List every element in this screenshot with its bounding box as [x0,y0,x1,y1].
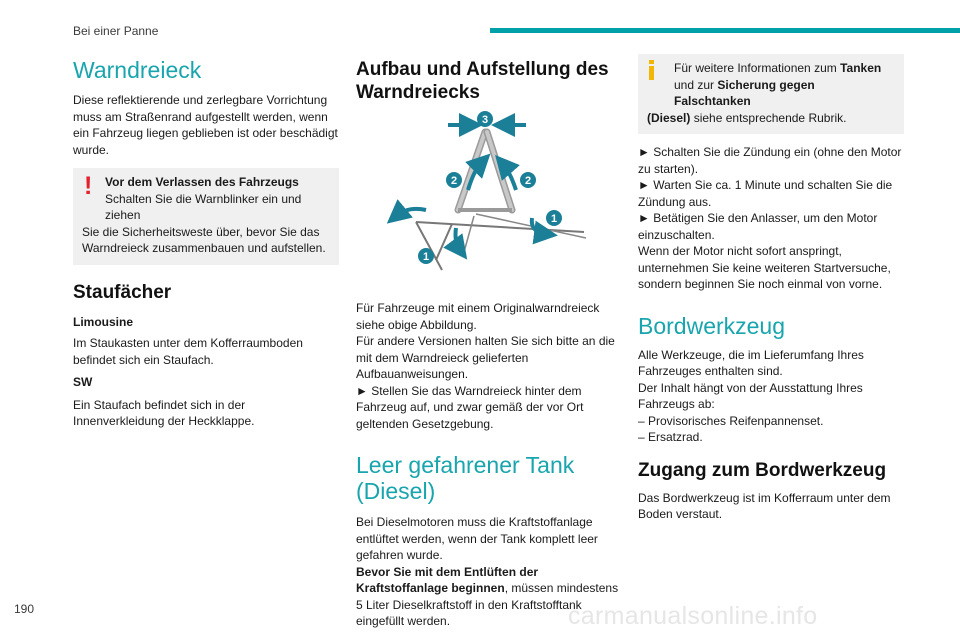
paragraph-sw: Ein Staufach befindet sich in der Innenverkleidung der Heckklappe. [73,397,255,428]
info-box [638,54,904,134]
heading-zugang: Zugang zum Bordwerkzeug [638,459,887,481]
warning-icon: ! [84,172,93,200]
callout-2-right [520,172,536,188]
heading-aufbau: Aufbau und Aufstellung des Warndreiecks [356,59,609,103]
list-item-ersatzrad: – Ersatzrad. [638,430,703,444]
subheading-limousine: Limousine [73,314,134,329]
heading-leer-gefahrener-tank: Leer gefahrener Tank (Diesel) [356,452,575,504]
heading-bordwerkzeug: Bordwerkzeug [638,312,786,339]
watermark: carmanualsonline.info [568,602,818,630]
info-text-line1 [674,60,894,110]
paragraph-leer-2-rest: , müssen mindestens 5 Liter Dieselkraftstoff in den Kraftstofftank eingefüllt werden. [356,581,619,628]
step-warten: ► Warten Sie ca. 1 Minute und schalten Sie die Zündung aus. [638,178,893,209]
info-text-3: siehe entsprechende Rubrik. [690,110,847,125]
callout-2-right-label: 2 [524,175,532,187]
warning-triangle-illustration [356,110,622,290]
warning-text: Sie die Sicherheitsweste über, bevor Sie das Warndreieck zusammenbauen und aufstellen. [82,224,326,255]
callout-1-right [546,210,562,226]
info-text-line3 [647,110,894,127]
warning-title: Vor dem Verlassen des Fahrzeugs [105,175,299,189]
callout-1-left [418,248,434,264]
page-number: 190 [14,602,35,616]
paragraph-aufbau-2: Für andere Versionen halten Sie sich bitte an die mit dem Warndreieck gelieferten Aufbauanweisungen. [356,334,615,381]
heading-warndreieck: Warndreieck [73,57,202,83]
info-text-sicherung: Sicherung gegen Falschtanken [674,77,815,108]
paragraph-bordwerkzeug-1: Alle Werkzeuge, die im Lieferumfang Ihres Fahrzeuges enthalten sind. [638,347,864,378]
info-text-1: Für weitere Informationen zum [674,61,841,75]
paragraph-limousine: Im Staukasten unter dem Kofferraumboden befindet sich ein Staufach. [73,336,303,367]
warning-box [73,168,339,265]
callout-2-left-label: 2 [450,175,458,187]
header-accent-bar [490,28,960,33]
list-item-reifenpannenset: – Provisorisches Reifenpannenset. [638,413,824,428]
callout-3-label: 3 [481,114,489,126]
column-left [73,50,339,430]
paragraph-bordwerkzeug-2: Der Inhalt hängt von der Ausstattung Ihres Fahrzeugs ab: [638,380,863,411]
info-text-tanken: Tanken [840,61,882,75]
subheading-sw: SW [73,375,93,389]
paragraph-leer-2-bold: Bevor Sie mit dem Entlüften der Kraftstoffanlage beginnen [356,564,539,595]
step-zuendung-ein: ► Schalten Sie die Zündung ein (ohne den Motor zu starten). [638,145,902,176]
column-right [638,50,904,523]
paragraph-aufbau-3: ► Stellen Sie das Warndreieck hinter dem Fahrzeug auf, und zwar gemäß der vor Ort geltenden Gesetzgebung. [356,383,584,431]
warning-triangle-figure [356,110,622,290]
paragraph-zugang: Das Bordwerkzeug ist im Kofferraum unter dem Boden verstaut. [638,490,891,521]
callout-3 [477,111,493,127]
paragraph-warndreieck-intro: Diese reflektierende und zerlegbare Vorrichtung muss am Straßenrand aufgestellt werden, wenn ein Fahrzeug liegen geblieben ist oder beschädigt wurde. [73,93,338,157]
column-middle [356,50,622,630]
section-header: Bei einer Panne [73,24,159,38]
step-anlasser: ► Betätigen Sie den Anlasser, um den Motor einzuschalten. [638,211,878,242]
info-text-diesel: (Diesel) [647,110,691,125]
info-icon [649,60,654,80]
paragraph-startversuche: Wenn der Motor nicht sofort anspringt, unternehmen Sie keine weiteren Startversuche, sondern beginnen Sie noch einmal von vorne. [638,244,891,291]
callout-1-left-label: 1 [422,251,430,263]
callout-2-left [446,172,462,188]
paragraph-leer-1: Bei Dieselmotoren muss die Kraftstoffanlage entlüftet werden, wenn der Tank komplett leer gefahren wurde. [356,515,598,562]
paragraph-aufbau-1: Für Fahrzeuge mit einem Originalwarndreieck siehe obige Abbildung. [356,301,600,332]
heading-staufaecher: Staufächer [73,281,172,303]
warning-text-line1: Schalten Sie die Warnblinker ein und ziehen [105,191,302,222]
callout-1-right-label: 1 [550,213,558,225]
info-text-2: und zur [674,77,718,92]
